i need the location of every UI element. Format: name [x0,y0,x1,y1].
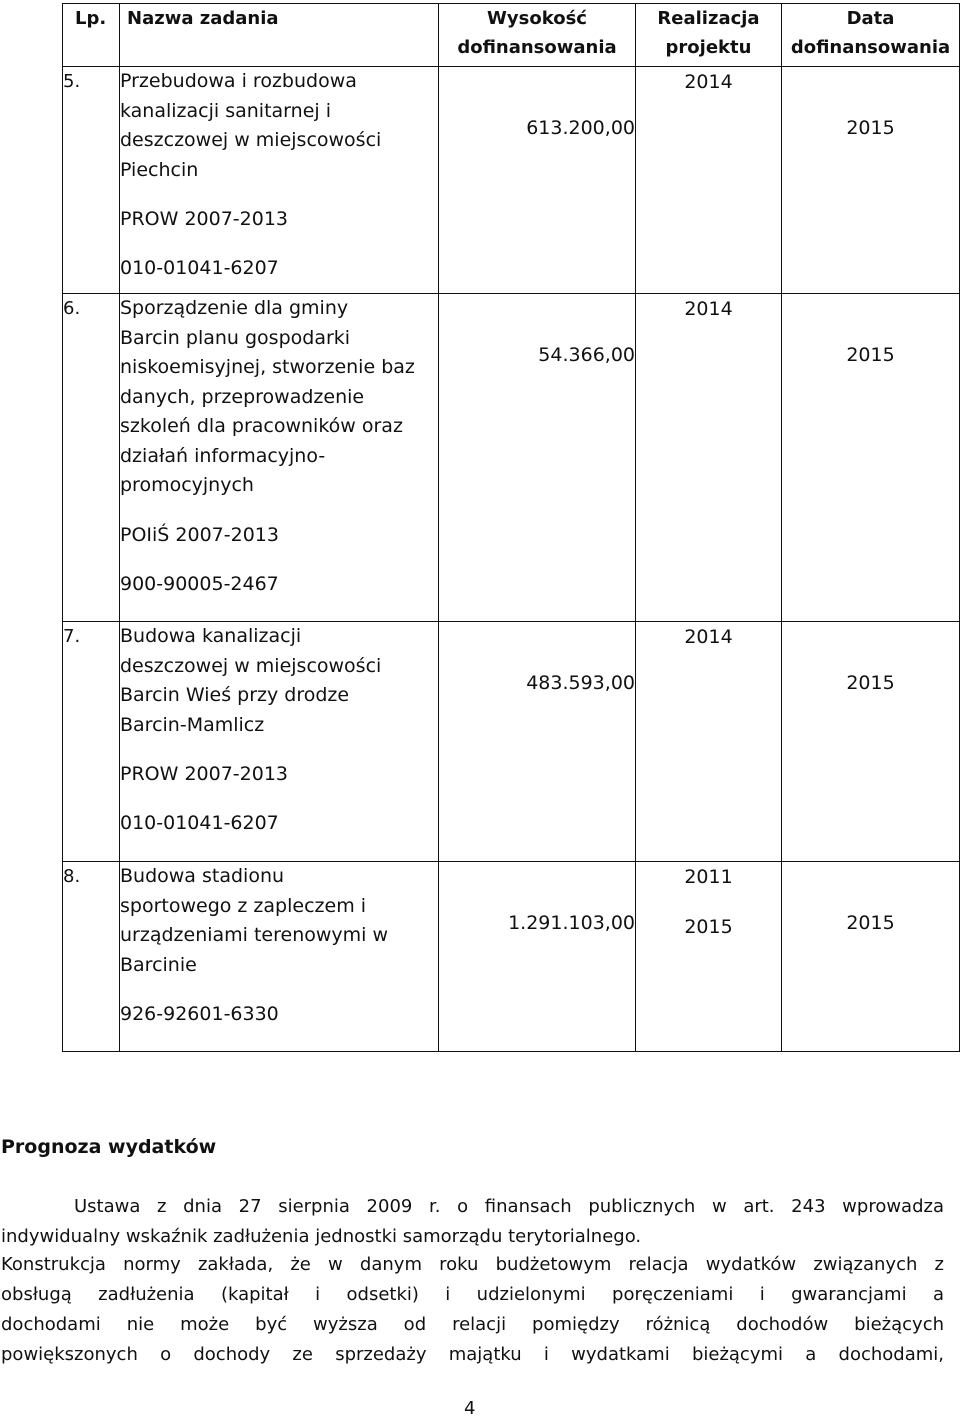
row-date [782,294,960,622]
row-lp: 5. [63,67,120,294]
amount-value: 1.291.103,00 [508,912,635,934]
task-name-line: działań informacyjno- [120,444,326,467]
realization-start: 2014 [684,298,733,320]
task-name-line: kanalizacji sanitarnej i [120,99,331,122]
task-name-line: Budowa stadionu [120,865,285,887]
table-row [63,294,960,622]
header-amount [439,4,636,67]
task-name-line: danych, przeprowadzenie [120,385,365,408]
task-code: 010-01041-6207 [120,257,279,279]
paragraph-line: powiększonych o dochody ze sprzedaży majątku i wydatkami bieżącymi a dochodami, [1,1344,944,1365]
paragraph-line: Konstrukcja normy zakłada, że w danym roku budżetowym relacja wydatków związanych z [1,1254,944,1275]
paragraph-line: Ustawa z dnia 27 sierpnia 2009 r. o finansach publicznych w art. 243 wprowadza [74,1196,944,1217]
row-date [782,67,960,294]
task-code: 926-92601-6330 [120,1003,279,1025]
task-code: 900-90005-2467 [120,572,279,595]
row-task-name [120,67,439,294]
task-name-line: sportowego z zapleczem i [120,894,367,917]
table-row [63,862,960,1052]
row-realization [636,67,782,294]
task-name-line: Barcin Wieś przy drodze [120,684,350,706]
tasks-table-container [62,3,959,1052]
task-name-line: promocyjnych [120,474,254,496]
paragraph-1 [1,1192,944,1252]
header-amount-line-1: Wysokość [487,8,587,29]
realization-end: 2015 [684,916,733,938]
header-date-line-1: Data [846,8,895,29]
task-name-line: Barcinie [120,953,197,976]
header-amount-line-2: dofinansowania [457,37,617,58]
row-realization [636,294,782,622]
row-amount [439,862,636,1052]
header-realization-line-2: projektu [665,37,752,58]
task-name-line: Sporządzenie dla gminy [120,297,349,319]
row-date [782,862,960,1052]
realization-start: 2014 [684,626,733,648]
row-date [782,622,960,862]
task-name-line: deszczowej w miejscowości [120,654,382,677]
task-name-line: deszczowej w miejscowości [120,129,382,151]
row-task-name [120,294,439,622]
page-number: 4 [464,1398,476,1419]
task-name-line: Piechcin [120,158,199,181]
table-row [63,67,960,294]
header-date [782,4,960,67]
paragraph-line: indywidualny wskaźnik zadłużenia jednostki samorządu terytorialnego. [1,1226,642,1247]
tasks-table [62,3,960,1052]
task-name-line: szkoleń dla pracowników oraz [120,415,403,437]
date-value: 2015 [846,912,895,934]
section-title: Prognoza wydatków [1,1136,217,1158]
task-name-line: niskoemisyjnej, stworzenie baz [120,356,415,378]
row-realization [636,622,782,862]
realization-start: 2011 [684,866,733,888]
table-row [63,622,960,862]
row-realization [636,862,782,1052]
paragraph-2 [1,1250,944,1370]
header-name: Nazwa zadania [120,4,439,67]
task-name-line: Przebudowa i rozbudowa [120,70,357,92]
amount-value: 483.593,00 [526,672,635,694]
table-header-row [63,4,960,67]
row-lp: 8. [63,862,120,1052]
task-code: 010-01041-6207 [120,812,279,834]
row-amount [439,622,636,862]
header-lp: Lp. [63,4,120,67]
row-task-name [120,622,439,862]
realization-start: 2014 [684,71,733,93]
header-date-line-2: dofinansowania [790,37,951,58]
header-realization-line-1: Realizacja [657,8,760,29]
task-name-line: Barcin planu gospodarki [120,326,351,349]
task-program: PROW 2007-2013 [120,208,289,230]
task-name-line: Budowa kanalizacji [120,625,302,647]
paragraph-line: obsługą zadłużenia (kapitał i odsetki) i udzielonymi poręczeniami i gwarancjami a [1,1284,944,1305]
paragraph-line: dochodami nie może być wyższa od relacji pomiędzy różnicą dochodów bieżących [1,1314,944,1335]
task-program: PROW 2007-2013 [120,763,289,785]
task-program: POIiŚ 2007-2013 [120,523,279,546]
row-lp: 7. [63,622,120,862]
date-value: 2015 [846,344,895,366]
task-name-line: Barcin-Mamlicz [120,713,265,736]
date-value: 2015 [846,672,895,694]
amount-value: 54.366,00 [538,344,635,366]
task-name-line: urządzeniami terenowymi w [120,924,389,946]
row-amount [439,294,636,622]
row-task-name [120,862,439,1052]
header-realization [636,4,782,67]
date-value: 2015 [846,117,895,139]
row-lp: 6. [63,294,120,622]
row-amount [439,67,636,294]
amount-value: 613.200,00 [526,117,635,139]
